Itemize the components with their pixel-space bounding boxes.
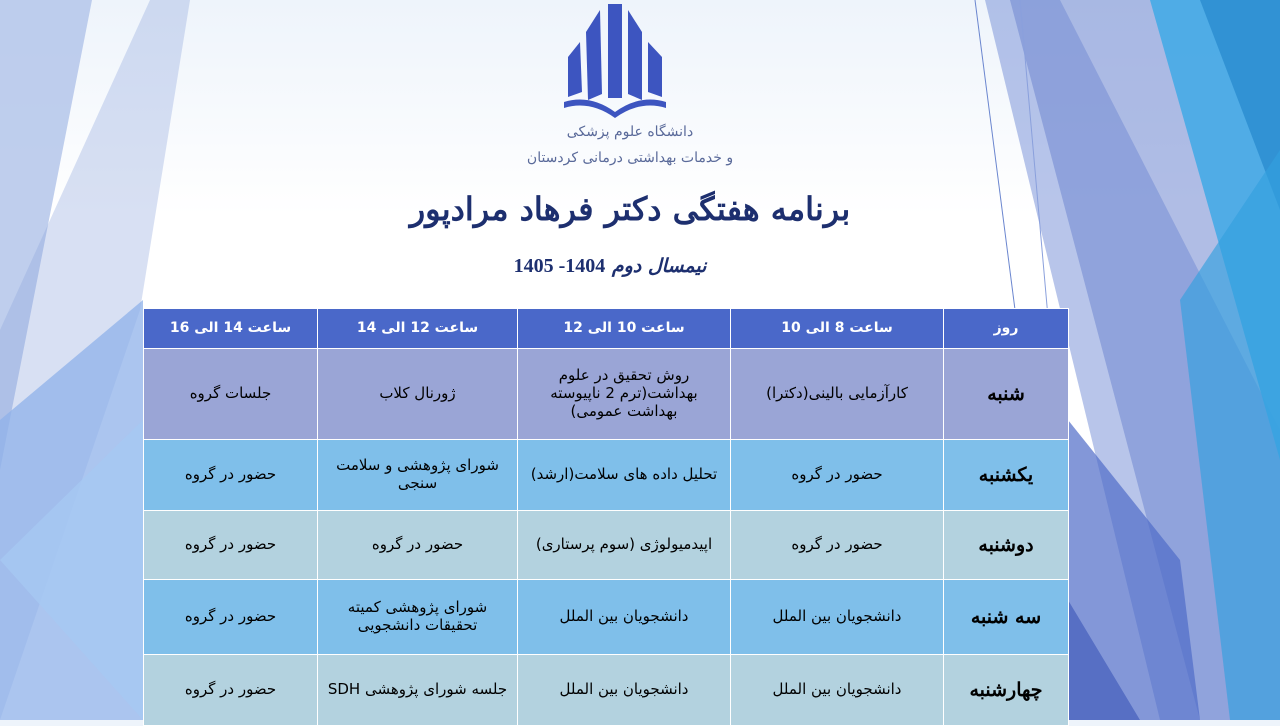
- day-cell: سه شنبه: [944, 580, 1069, 655]
- table-row: [144, 511, 1069, 580]
- schedule-cell: کارآزمایی بالینی(دکترا): [731, 349, 944, 440]
- schedule-cell: روش تحقیق در علوم بهداشت(ترم 2 ناپیوسته بهداشت عمومی): [518, 349, 731, 440]
- schedule-cell: ژورنال کلاب: [318, 349, 518, 440]
- table-header-row: [144, 309, 1069, 349]
- header-slot-10-12: ساعت 10 الی 12: [518, 309, 731, 349]
- schedule-cell: حضور در گروه: [731, 511, 944, 580]
- header-day: روز: [944, 309, 1069, 349]
- schedule-cell: حضور در گروه: [731, 440, 944, 511]
- page-title: برنامه هفتگی دکتر فرهاد مرادپور: [409, 190, 851, 228]
- table-row: [144, 655, 1069, 726]
- table-row: [144, 580, 1069, 655]
- schedule-cell: حضور در گروه: [144, 440, 318, 511]
- schedule-cell: جلسه شورای پژوهشی SDH: [318, 655, 518, 726]
- schedule-cell: حضور در گروه: [144, 655, 318, 726]
- semester-years: 1404- 1405: [513, 255, 606, 277]
- day-cell: چهارشنبه: [944, 655, 1069, 726]
- university-logo: [560, 2, 670, 118]
- university-name-line2: و خدمات بهداشتی درمانی کردستان: [526, 150, 734, 166]
- schedule-cell: شورای پژوهشی کمیته تحقیقات دانشجویی: [318, 580, 518, 655]
- table-row: [144, 440, 1069, 511]
- semester-subtitle: [440, 255, 780, 278]
- header-slot-12-14: ساعت 12 الی 14: [318, 309, 518, 349]
- schedule-cell: حضور در گروه: [144, 511, 318, 580]
- schedule-cell: تحلیل داده های سلامت(ارشد): [518, 440, 731, 511]
- header-slot-8-10: ساعت 8 الی 10: [731, 309, 944, 349]
- schedule-cell: دانشجویان بین الملل: [518, 580, 731, 655]
- header-slot-14-16: ساعت 14 الی 16: [144, 309, 318, 349]
- schedule-cell: دانشجویان بین الملل: [518, 655, 731, 726]
- schedule-cell: دانشجویان بین الملل: [731, 655, 944, 726]
- weekly-schedule-table: [143, 308, 1069, 726]
- table-row: [144, 349, 1069, 440]
- schedule-cell: جلسات گروه: [144, 349, 318, 440]
- schedule-cell: اپیدمیولوژی (سوم پرستاری): [518, 511, 731, 580]
- schedule-cell: حضور در گروه: [318, 511, 518, 580]
- university-name-line1: دانشگاه علوم پزشکی: [566, 124, 694, 140]
- day-cell: یکشنبه: [944, 440, 1069, 511]
- schedule-cell: شورای پژوهشی و سلامت سنجی: [318, 440, 518, 511]
- schedule-cell: دانشجویان بین الملل: [731, 580, 944, 655]
- schedule-cell: حضور در گروه: [144, 580, 318, 655]
- semester-label: نیمسال دوم: [611, 255, 707, 277]
- day-cell: شنبه: [944, 349, 1069, 440]
- day-cell: دوشنبه: [944, 511, 1069, 580]
